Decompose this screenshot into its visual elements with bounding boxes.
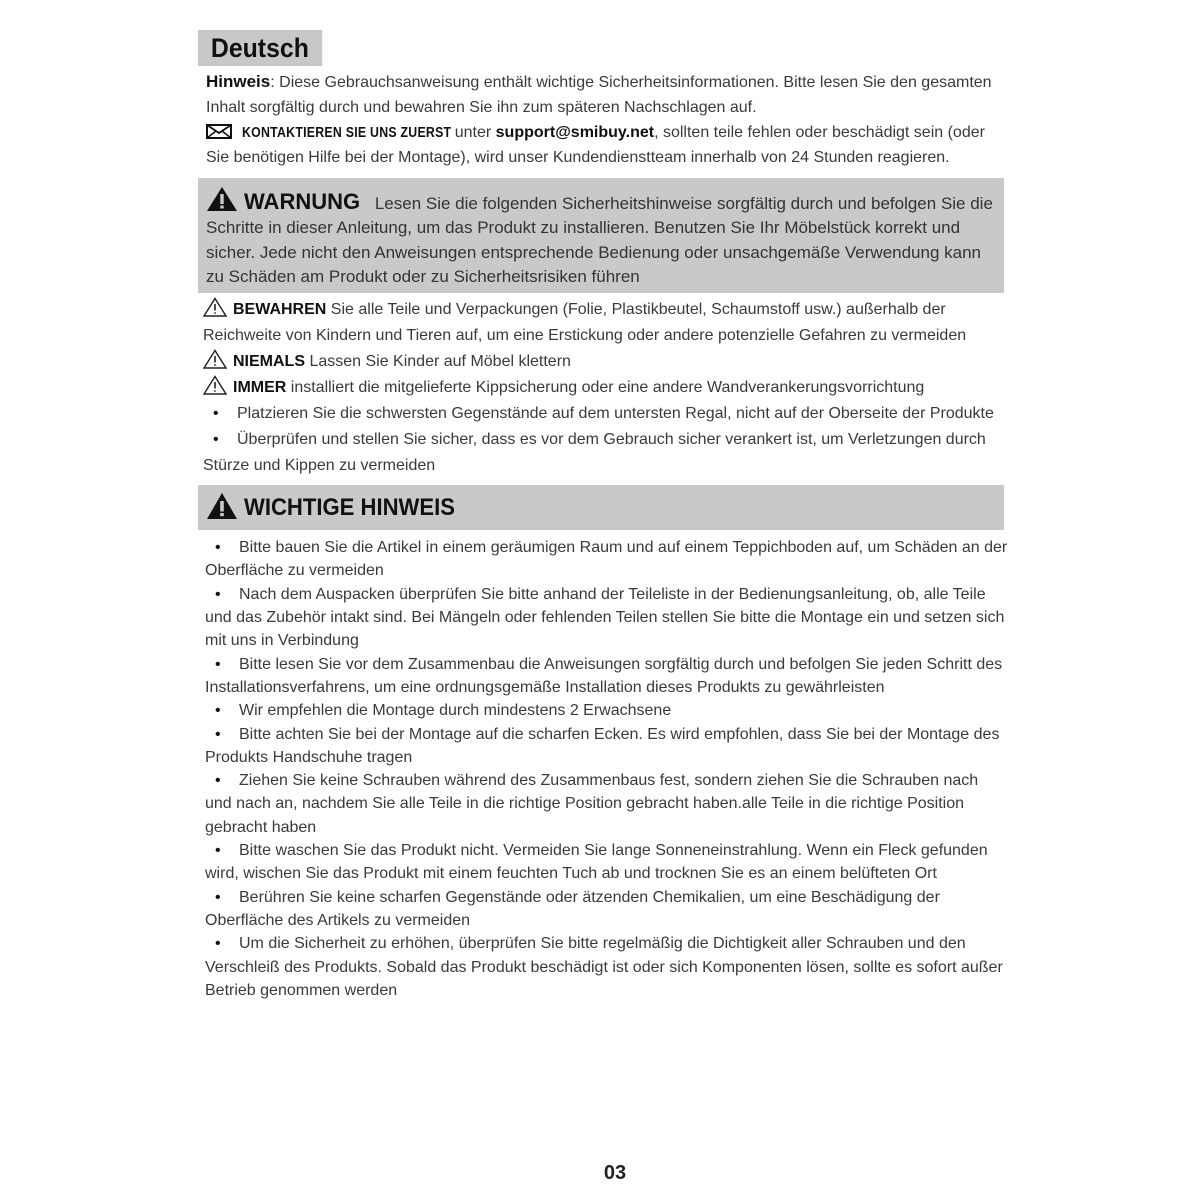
warning-title: WARNUNG — [244, 189, 361, 214]
safety-item-keyword: BEWAHREN — [233, 301, 327, 319]
support-email-link[interactable]: support@smibuy.net — [495, 124, 655, 141]
important-list — [198, 536, 1008, 1002]
safety-item-text: installiert die mitgelieferte Kippsicherung oder eine andere Wandverankerungsvorrichtung — [286, 379, 925, 397]
warning-outline-icon — [203, 349, 227, 369]
contact-pre: unter — [450, 124, 496, 141]
important-bullet: • Ziehen Sie keine Schrauben während des Zusammenbaus fest, sondern ziehen Sie die Schrauben nach und nach an, nachdem Sie alle Teile in die richtige Position gebracht haben.alle Teile in die richtige Position gebracht haben — [198, 769, 1008, 839]
important-bullet: • Um die Sicherheit zu erhöhen, überprüfen Sie bitte regelmäßig die Dichtigkeit aller Schrauben und den Verschleiß des Produkts. Sobald das Produkt beschädigt ist oder sich Komponenten lösen, sollte es sofort außer Betrieb genommen werden — [198, 932, 1008, 1002]
contact-paragraph — [198, 121, 1008, 170]
language-tab: Deutsch — [198, 30, 322, 66]
warning-triangle-icon — [206, 492, 238, 518]
safety-item — [198, 349, 1008, 375]
hinweis-paragraph — [198, 70, 1008, 120]
safety-bullet: • Überprüfen und stellen Sie sicher, dass es vor dem Gebrauch sicher verankert ist, um Verletzungen durch Stürze und Kippen zu vermeiden — [198, 427, 1008, 479]
safety-item-text: Sie alle Teile und Verpackungen (Folie, Plastikbeutel, Schaumstoff usw.) außerhalb der Reichweite von Kindern und Tieren auf, um eine Erstickung oder andere potenzielle Gefahren zu vermeiden — [203, 301, 967, 345]
safety-item-keyword: IMMER — [233, 379, 287, 397]
warning-triangle-icon — [206, 186, 238, 212]
warning-text: Lesen Sie die folgenden Sicherheitshinweise sorgfältig durch und befolgen Sie die Schritte in dieser Anleitung, um das Produkt zu installieren. Benutzen Sie Ihr Möbelstück korrekt und sicher. Jede nicht den Anweisungen entsprechende Bedienung oder unsachgemäße Verwendung kann zu Schäden am Produkt oder zu Sicherheitsrisiken führen — [206, 194, 993, 286]
important-title: WICHTIGE HINWEIS — [244, 494, 455, 522]
important-bullet: • Bitte waschen Sie das Produkt nicht. Vermeiden Sie lange Sonneneinstrahlung. Wenn ein Fleck gefunden wird, wischen Sie das Produkt mit einem feuchten Tuch ab und trocknen Sie es an einem belüfteten Ort — [198, 839, 1008, 886]
important-bullet: • Wir empfehlen die Montage durch mindestens 2 Erwachsene — [198, 699, 1008, 722]
warning-paragraph — [206, 186, 994, 289]
warning-outline-icon — [203, 297, 227, 317]
safety-item-keyword: NIEMALS — [233, 353, 305, 371]
important-bullet: • Berühren Sie keine scharfen Gegenstände oder ätzenden Chemikalien, um eine Beschädigung der Oberfläche des Artikels zu vermeiden — [198, 886, 1008, 933]
important-header — [198, 485, 1004, 530]
important-bullet: • Bitte bauen Sie die Artikel in einem geräumigen Raum und auf einem Teppichboden auf, um Schäden an der Oberfläche zu vermeiden — [198, 536, 1008, 583]
safety-item — [198, 297, 1008, 349]
contact-text: , sollten teile fehlen oder beschädigt sein (oder Sie benötigen Hilfe bei der Montage), wird unser Kundendienstteam innerhalb von 24 Stunden reagieren. — [206, 124, 985, 166]
safety-bullet: • Platzieren Sie die schwersten Gegenstände auf dem untersten Regal, nicht auf der Oberseite der Produkte — [198, 401, 1008, 427]
hinweis-text: : Diese Gebrauchsanweisung enthält wichtige Sicherheitsinformationen. Bitte lesen Sie den gesamten Inhalt sorgfältig durch und bewahren Sie ihn zum späteren Nachschlagen auf. — [206, 74, 992, 116]
important-bullet: • Bitte achten Sie bei der Montage auf die scharfen Ecken. Es wird empfohlen, dass Sie bei der Montage des Produkts Handschuhe tragen — [198, 723, 1008, 770]
important-bullet: • Nach dem Auspacken überprüfen Sie bitte anhand der Teileliste in der Bedienungsanleitung, ob, alle Teile und das Zubehör intakt sind. Bei Mängeln oder fehlenden Teilen stellen Sie bitte die Montage ein und setzen sich mit uns in Verbindung — [198, 583, 1008, 653]
safety-item — [198, 375, 1008, 401]
warning-box — [198, 178, 1004, 293]
safety-section — [198, 297, 1008, 479]
hinweis-label: Hinweis — [206, 72, 271, 91]
contact-label: KONTAKTIEREN SIE UNS ZUERST — [242, 125, 452, 141]
envelope-icon — [206, 123, 232, 138]
manual-page — [198, 30, 1008, 1002]
warning-outline-icon — [203, 375, 227, 395]
page-number: 03 — [603, 1162, 627, 1184]
safety-item-text: Lassen Sie Kinder auf Möbel klettern — [305, 353, 571, 371]
important-bullet: • Bitte lesen Sie vor dem Zusammenbau die Anweisungen sorgfältig durch und befolgen Sie jeden Schritt des Installationsverfahrens, um eine ordnungsgemäße Installation dieses Produkts zu gewährleisten — [198, 653, 1008, 700]
